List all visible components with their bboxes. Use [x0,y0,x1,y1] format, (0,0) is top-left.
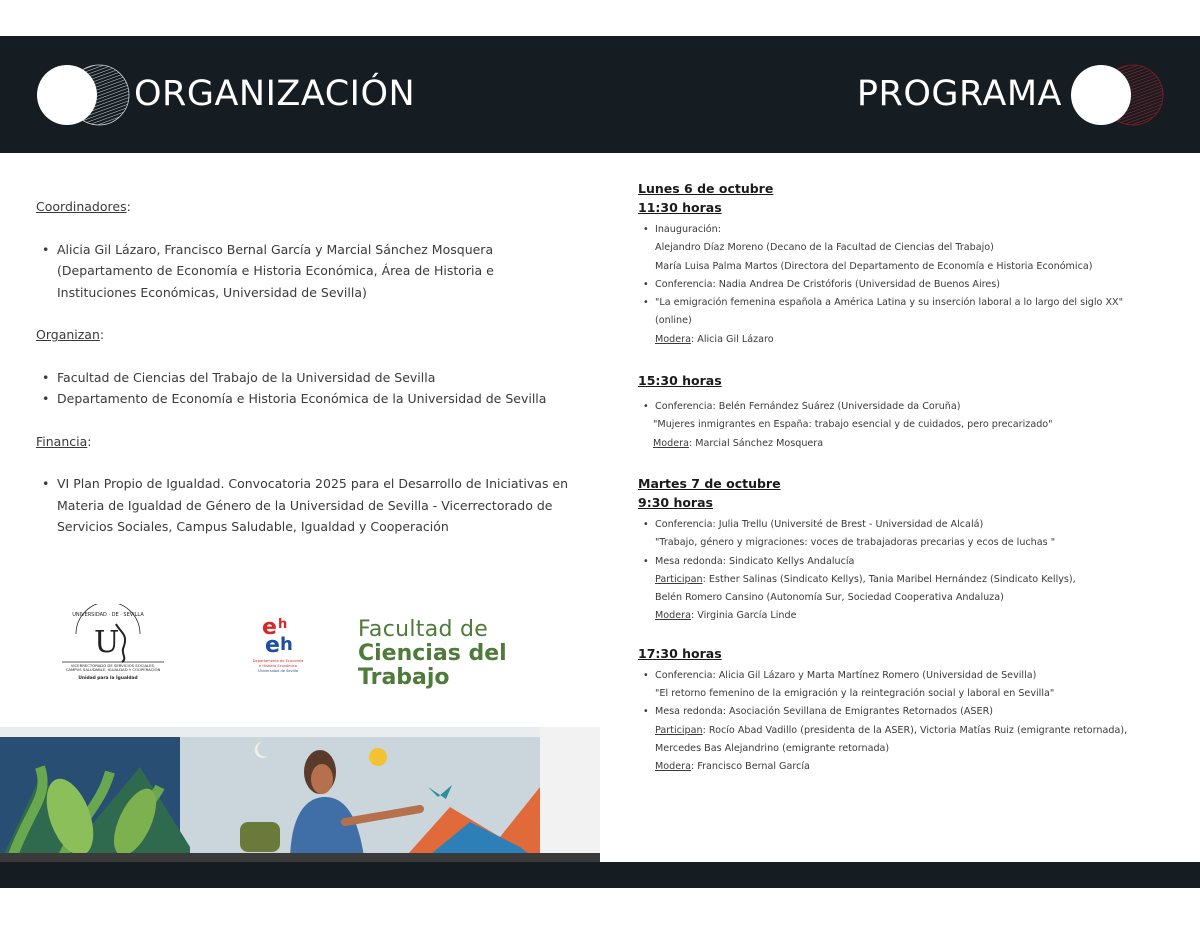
organizacion-title: ORGANIZACIÓN [134,74,416,114]
overlapping-circles-icon [36,64,132,126]
overlapping-circles-icon [1070,64,1166,126]
moderator-line: Modera: Francisco Bernal García [655,761,810,773]
list-item: • Departamento de Economía e Historia Económica de la Universidad de Sevilla [36,388,576,410]
moderator-line: Modera: Virginia García Linde [655,610,797,622]
organizan-list [36,367,576,410]
logo-us-unit: Unidad para la Igualdad [78,676,138,681]
universidad-sevilla-logo [58,604,168,682]
svg-text:U: U [94,625,120,660]
logo-ehe-line2: e Historia Económica [259,664,297,668]
day-heading: Lunes 6 de octubre [638,181,774,196]
list-item: • Mesa redonda: Asociación Sevillana de Emigrantes Retornados (ASER) [638,703,1178,721]
session-title: "El retorno femenino de la emigración y la reintegración social y laboral en Sevilla" [655,688,1055,700]
list-item: • Conferencia: Julia Trellu (Université de Brest - Universidad de Alcalá) [638,516,1178,534]
moderator-line: Modera: Marcial Sánchez Mosquera [653,437,824,449]
logo-fct-line2: Ciencias del Trabajo [358,641,507,690]
list-item: • VI Plan Propio de Igualdad. Convocatoria 2025 para el Desarrollo de Iniciativas en Materia de Igualdad de Género de la Universidad de Sevilla - Vicerrectorado de Servicios Sociales, Campus Saludable, Igualdad y Cooperación [36,473,576,538]
list-item: • Mesa redonda: Sindicato Kellys Andalucía [638,553,1178,571]
logo-us-line2: CAMPUS SALUDABLE, IGUALDAD Y COOPERACIÓN [65,667,161,672]
mural-image [0,727,600,863]
session-list [638,667,1178,685]
inauguration-speaker: Alejandro Díaz Moreno (Decano de la Facultad de Ciencias del Trabajo) [655,242,994,254]
session-list [638,703,1178,721]
list-item: • Conferencia: Nadia Andrea De Cristóforis (Universidad de Buenos Aires) [638,276,1178,294]
session-note: (online) [655,315,692,327]
facultad-ciencias-trabajo-logo [358,618,598,690]
time-heading: 9:30 horas [638,494,713,510]
svg-text:e: e [262,615,277,640]
session-title: "Mujeres inmigrantes en España: trabajo esencial y de cuidados, pero precarizado" [653,419,1053,431]
logo-ehe-line1: Departamento de Economía [252,659,304,663]
session-list [638,276,1178,313]
list-item: • Conferencia: Belén Fernández Suárez (Universidade da Coruña) [638,398,1178,416]
session-list [638,398,1178,416]
coordinadores-heading: Coordinadores: [36,199,131,214]
day-heading: Martes 7 de octubre [638,475,781,491]
ehe-department-logo [248,610,308,680]
session-list [638,221,1178,239]
session-list [638,516,1178,534]
sponsor-logos [58,604,598,690]
participants-line: Belén Romero Cansino (Autonomía Sur, Sociedad Cooperativa Andaluza) [655,592,1004,604]
svg-text:e: e [265,633,280,658]
logo-ehe-line3: Universidad de Sevilla [258,669,298,673]
logo-fct-line1: Facultad de [358,617,489,642]
financia-list [36,473,576,538]
organizan-heading: Organizan: [36,327,105,342]
svg-text:UNIVERSIDAD · DE · SEVILLA: UNIVERSIDAD · DE · SEVILLA [72,612,144,618]
list-item: • Alicia Gil Lázaro, Francisco Bernal García y Marcial Sánchez Mosquera (Departamento de Economía e Historia Económica, Área de Historia e Instituciones Económicas, Universidad de Sevilla) [36,239,576,304]
participants-line: Participan: Rocío Abad Vadillo (presidenta de la ASER), Victoria Matías Ruiz (emigrante retornada), [655,724,1128,736]
inauguration-speaker: María Luisa Palma Martos (Directora del Departamento de Economía e Historia Económica) [655,260,1093,272]
session-title: "Trabajo, género y migraciones: voces de trabajadoras precarias y ecos de luchas " [655,537,1056,549]
programa-title: PROGRAMA [856,74,1062,114]
time-heading: 15:30 horas [638,373,722,389]
programa-section [638,180,1178,777]
list-item: • Inauguración: [638,221,1178,239]
financia-heading: Financia: [36,433,92,449]
participants-line: Participan: Esther Salinas (Sindicato Kellys), Tania Maribel Hernández (Sindicato Kellys), [655,573,1076,585]
footer-band [0,862,1200,888]
participants-line: Mercedes Bas Alejandrino (emigrante retornada) [655,742,890,754]
svg-text:h: h [278,617,288,632]
list-item: • "La emigración femenina española a América Latina y su inserción laboral a lo largo del siglo XX" [638,294,1178,312]
time-heading: 17:30 horas [638,645,722,661]
list-item: • Conferencia: Alicia Gil Lázaro y Marta Martínez Romero (Universidad de Sevilla) [638,667,1178,685]
logo-us-line1: VICERRECTORADO DE SERVICIOS SOCIALES, [70,663,156,668]
time-heading: 11:30 horas [638,200,722,215]
organizacion-section [36,196,576,538]
coordinadores-list [36,239,576,304]
list-item: • Facultad de Ciencias del Trabajo de la Universidad de Sevilla [36,367,576,389]
session-list [638,553,1178,571]
moderator-line: Modera: Alicia Gil Lázaro [655,333,774,345]
svg-text:h: h [280,634,293,655]
